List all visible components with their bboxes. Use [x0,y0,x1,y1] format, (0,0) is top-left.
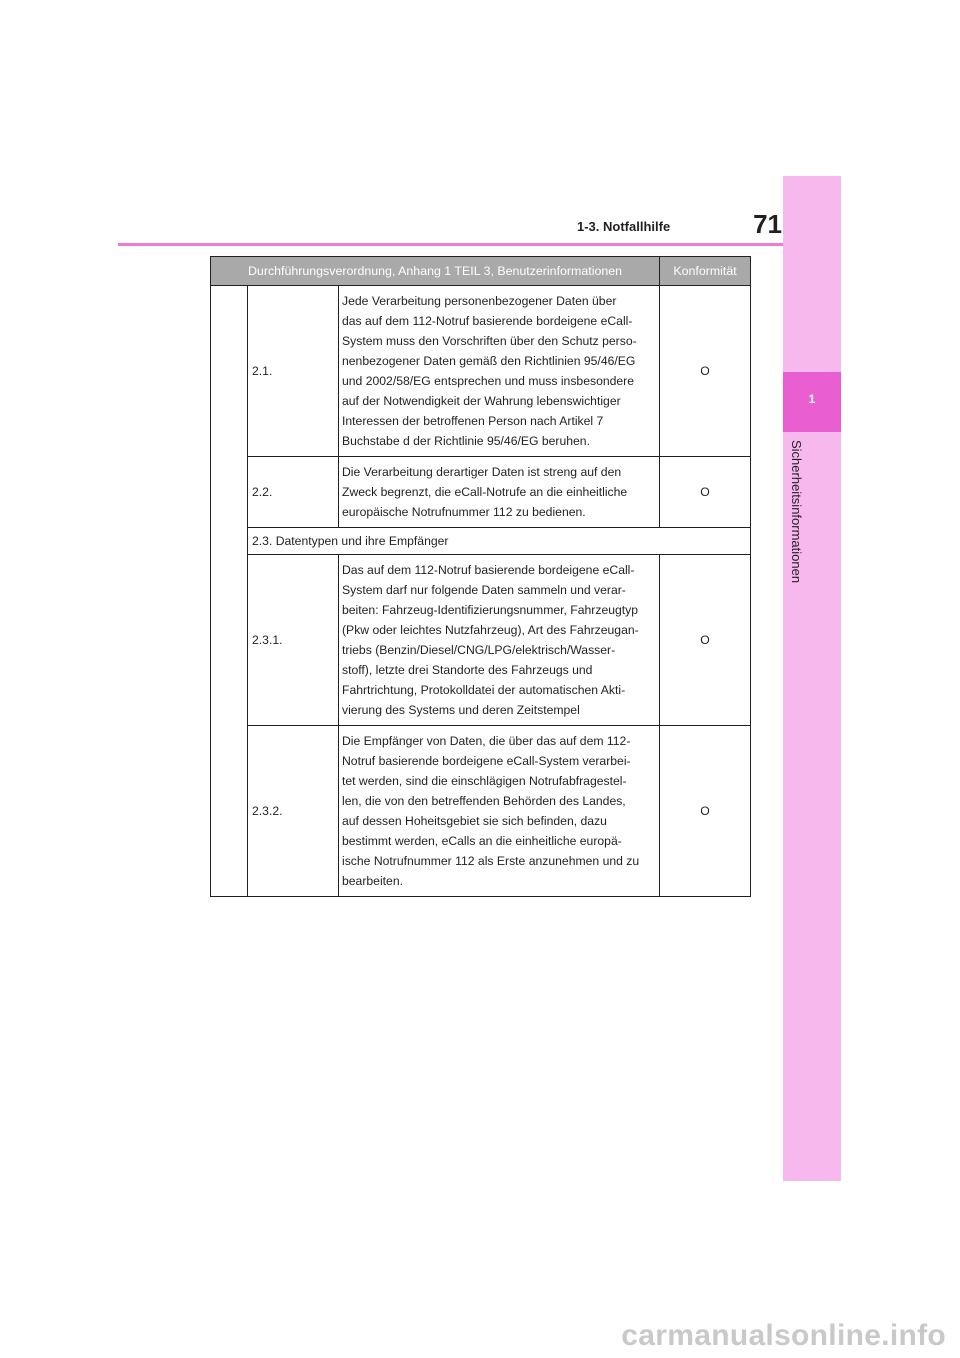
text-line: System darf nur folgende Daten sammeln und verar- [342,583,626,597]
text-line: nenbezogener Daten gemäß den Richtlinien 95/46/EG [342,354,636,368]
subsection-heading: 2.3. Datentypen und ihre Empfänger [248,528,751,555]
subsection-row [211,528,751,555]
chapter-side-label: Sicherheitsinformationen [789,440,804,584]
text-line: bestimmt werden, eCalls an die einheitliche europä- [342,834,622,848]
text-line: Das auf dem 112-Notruf basierende bordeigene eCall- [342,563,635,577]
header-conformity: Konformität [660,257,751,286]
text-line: Die Verarbeitung derartiger Daten ist streng auf den [342,465,622,479]
text-line: auf der Notwendigkeit der Wahrung lebenswichtiger [342,394,621,408]
table-row [211,555,751,726]
text-line: Zweck begrenzt, die eCall-Notrufe an die einheitliche [342,485,628,499]
conformity-mark: O [660,726,751,897]
row-text [339,555,660,726]
row-number: 2.3.1. [248,555,339,726]
text-line: (Pkw oder leichtes Nutzfahrzeug), Art des Fahrzeugan- [342,623,639,637]
regulation-table [210,256,751,897]
text-line: Notruf basierende bordeigene eCall-System verarbei- [342,754,631,768]
text-line: len, die von den betreffenden Behörden des Landes, [342,794,626,808]
row-number: 2.3.2. [248,726,339,897]
text-line: tet werden, sind die einschlägigen Notrufabfragestel- [342,774,627,788]
chapter-side-strip [783,176,841,1181]
text-line: Buchstabe d der Richtlinie 95/46/EG beruhen. [342,434,590,448]
text-line: System muss den Vorschriften über den Schutz perso- [342,334,637,348]
watermark: carmanualsonline.info [621,1319,946,1352]
text-line: Die Empfänger von Daten, die über das auf dem 112- [342,734,631,748]
text-line: beiten: Fahrzeug-Identifizierungsnummer, Fahrzeugtyp [342,603,639,617]
text-line: bearbeiten. [342,874,403,888]
header-regulation: Durchführungsverordnung, Anhang 1 TEIL 3, Benutzerinformationen [211,257,660,286]
table-row [211,286,751,457]
table-row [211,457,751,528]
table-row [211,726,751,897]
page-number: 71 [753,209,782,239]
section-title: 1-3. Notfallhilfe [577,219,671,234]
conformity-mark: O [660,555,751,726]
text-line: und 2002/58/EG entsprechen und muss insbesondere [342,374,635,388]
chapter-tab-number: 1 [808,392,816,406]
row-number: 2.2. [248,457,339,528]
conformity-mark: O [660,286,751,457]
indent-gutter [211,286,248,897]
text-line: stoff), letzte drei Standorte des Fahrzeugs und [342,663,593,677]
header-rule [118,243,783,246]
text-line: ische Notrufnummer 112 als Erste anzunehmen und zu [342,854,640,868]
text-line: Interessen der betroffenen Person nach Artikel 7 [342,414,604,428]
text-line: triebs (Benzin/Diesel/CNG/LPG/elektrisch/Wasser- [342,643,616,657]
text-line: Fahrtrichtung, Protokolldatei der automatischen Akti- [342,683,626,697]
text-line: Jede Verarbeitung personenbezogener Daten über [342,294,617,308]
row-text [339,726,660,897]
text-line: europäische Notrufnummer 112 zu bedienen. [342,505,586,519]
row-number: 2.1. [248,286,339,457]
conformity-mark: O [660,457,751,528]
row-text [339,286,660,457]
text-line: vierung des Systems und deren Zeitstempel [342,703,580,717]
text-line: auf dessen Hoheitsgebiet sie sich befinden, dazu [342,814,607,828]
row-text [339,457,660,528]
table-header-row [211,257,751,286]
text-line: das auf dem 112-Notruf basierende bordeigene eCall- [342,314,633,328]
